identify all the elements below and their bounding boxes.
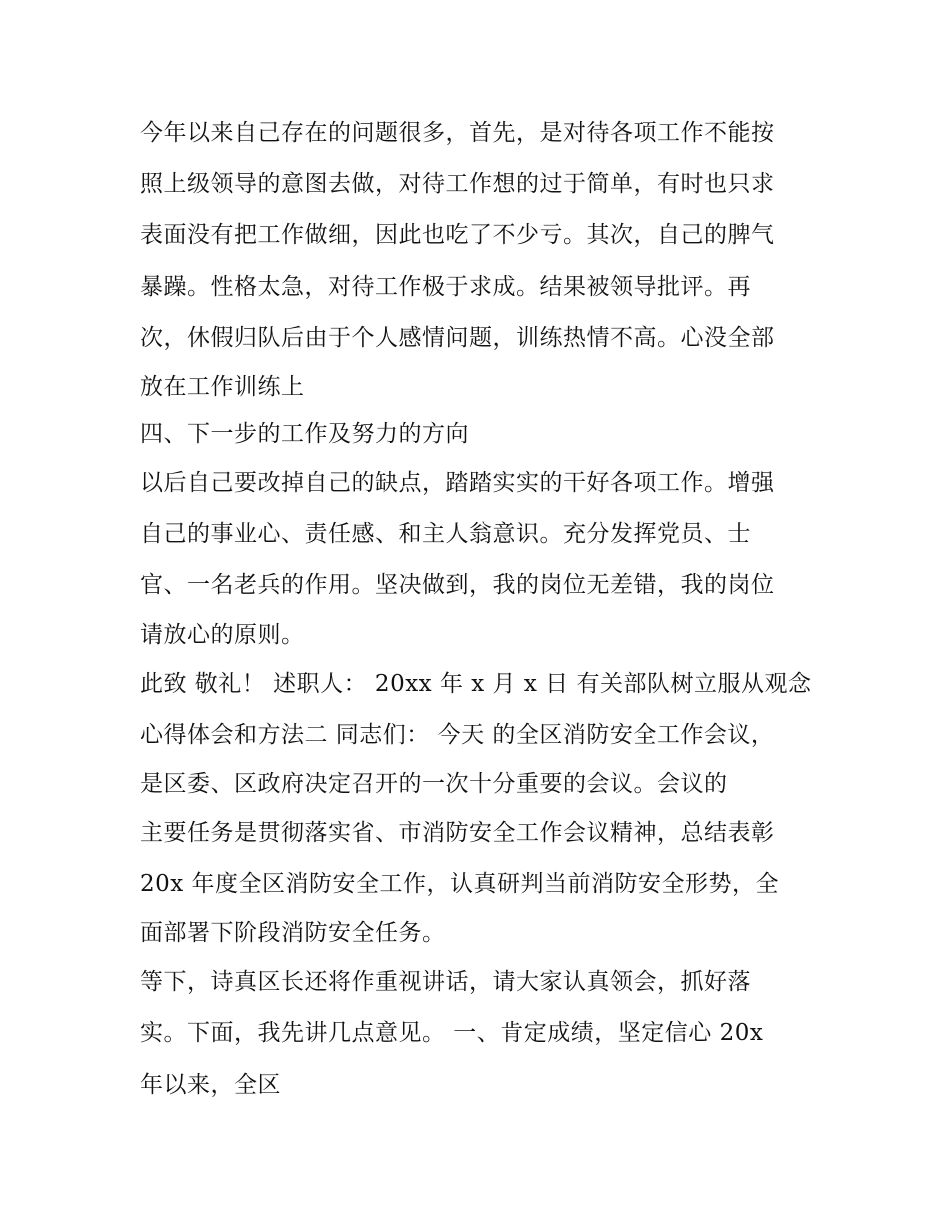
text-line-16: 20x 年度全区消防安全工作，认真研判当前消防安全形势，全 xyxy=(140,871,780,898)
document-body xyxy=(140,108,820,1111)
text-line-9: 自己的事业心、责任感、和主人翁意识。充分发挥党员、士 xyxy=(140,521,751,548)
text-line-1: 今年以来自己存在的问题很多，首先，是对待各项工作不能按 xyxy=(140,120,775,146)
text-line-20: 年以来，全区 xyxy=(140,1071,281,1098)
text-line-10: 官、一名老兵的作用。坚决做到，我的岗位无差错，我的岗位 xyxy=(140,572,775,599)
text-line-17: 面部署下阶段消防安全任务。 xyxy=(140,920,446,947)
text-line-3: 表面没有把工作做细，因此也吃了不少亏。其次，自己的脾气 xyxy=(140,222,775,249)
text-line-4: 暴躁。性格太急，对待工作极于求成。结果被领导批评。再 xyxy=(140,273,751,300)
text-line-12: 此致 敬礼！ 述职人： 20xx 年 x 月 x 日 有关部队树立服从观念 xyxy=(140,670,812,697)
text-line-15: 主要任务是贯彻落实省、市消防安全工作会议精神，总结表彰 xyxy=(140,819,775,846)
text-line-13: 心得体会和方法二 同志们： 今天 的全区消防安全工作会议， xyxy=(140,721,775,748)
section-heading: 四、下一步的工作及努力的方向 xyxy=(140,420,469,447)
text-line-5: 次，休假归队后由于个人感情问题，训练热情不高。心没全部 xyxy=(140,324,775,351)
text-line-8: 以后自己要改掉自己的缺点，踏踏实实的干好各项工作。增强 xyxy=(140,469,775,496)
text-line-11: 请放心的原则。 xyxy=(140,621,305,648)
text-line-14: 是区委、区政府决定召开的一次十分重要的会议。会议的 xyxy=(140,770,728,797)
text-line-19: 实。下面，我先讲几点意见。 一、肯定成绩，坚定信心 20x xyxy=(140,1020,764,1047)
text-line-2: 照上级领导的意图去做，对待工作想的过于简单，有时也只求 xyxy=(140,171,775,198)
text-line-6: 放在工作训练上 xyxy=(140,373,305,400)
text-line-18: 等下，诗真区长还将作重视讲话，请大家认真领会，抓好落 xyxy=(140,969,751,996)
